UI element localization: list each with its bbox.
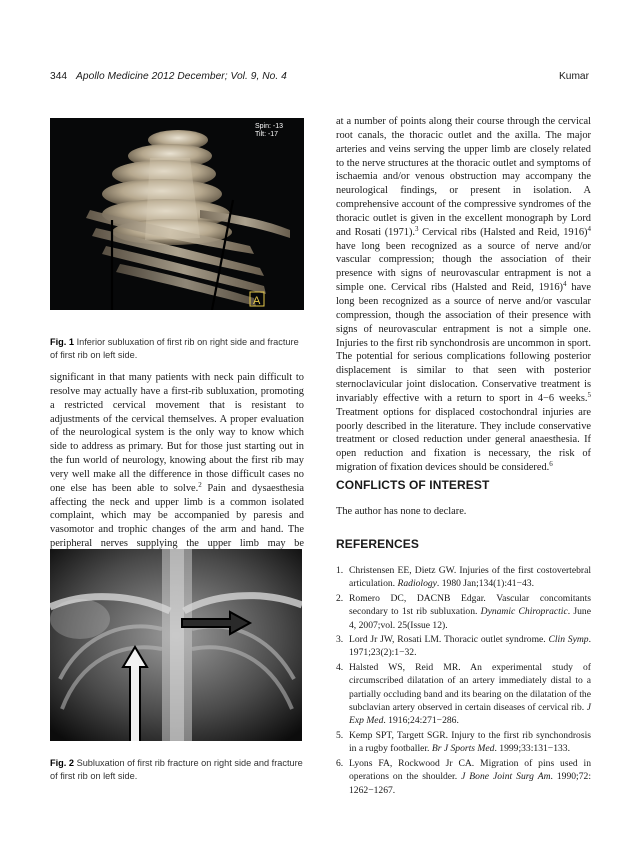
- reference-number: 2.: [336, 592, 344, 604]
- figure-2-caption: [50, 757, 305, 783]
- citation-4a: 4: [587, 224, 591, 233]
- reference-item: [336, 564, 591, 591]
- reference-details: . 1999;33:131−133.: [494, 743, 570, 755]
- reference-number: 3.: [336, 634, 344, 646]
- reference-details: . June 4, 2007;vol. 25(Issue 12).: [349, 606, 591, 631]
- reference-details: . 1980 Jan;134(1):41−43.: [436, 578, 534, 590]
- figure-1-image: [50, 118, 304, 310]
- reference-journal: J Bone Joint Surg Am: [461, 771, 551, 783]
- conflicts-heading: CONFLICTS OF INTEREST: [336, 478, 490, 492]
- reference-details: . 1971;23(2):1−32.: [349, 634, 591, 659]
- reference-list: [336, 564, 591, 798]
- right-column-body: [336, 115, 591, 475]
- figure-2-graphic: [50, 549, 302, 741]
- running-header-left: [50, 71, 287, 82]
- reference-text: Kemp SPT, Targett SGR. Injury to the first rib synchondrosis in a rugby footballer.: [349, 729, 591, 755]
- right-text-3: have long been recognized as a source of nerve and/or vascular compression; though the association of their presence with signs of neurovascular entrapment is not a simple one. Cervical ribs (Halsted and Reid, 1916): [336, 240, 591, 294]
- reference-journal: Br J Sports Med: [431, 743, 495, 755]
- reference-item: [336, 757, 591, 797]
- reference-number: 1.: [336, 565, 344, 576]
- left-column-body: [50, 371, 304, 565]
- left-paragraph-2: Pain and dysaesthesia affecting the neck and upper limb is a common isolated complaint, which may be accompanied by paresis and vasomotor and trophic changes of the arm and hand. The peripheral nerves supplying the upper limb may be: [50, 482, 304, 550]
- reference-item: [336, 661, 591, 728]
- reference-journal: J Exp Med: [349, 702, 591, 727]
- reference-text: Lyons FA, Rockwood Jr CA. Migration of pins used in operations on the shoulder.: [349, 757, 591, 783]
- reference-item: [336, 729, 591, 756]
- figure-1-caption: [50, 336, 305, 362]
- reference-journal: Clin Symp: [548, 634, 589, 646]
- reference-number: 6.: [336, 757, 344, 769]
- figure-1-spin-label: Spin: -13: [255, 123, 284, 130]
- citation-4b: 4: [562, 280, 567, 289]
- figure-2-caption-label: Fig. 2: [50, 758, 74, 768]
- reference-text: Lord Jr JW, Rosati LM. Thoracic outlet syndrome.: [349, 634, 549, 646]
- right-text-5: Treatment options for displaced costochondral injuries are poorly described in the literature. They include conservative treatment or closed reduction under general anaesthesia. If open reduction and fixation is necessary, the risk of migration of fixation devices should be considered.: [336, 406, 591, 474]
- reference-number: 4.: [336, 661, 344, 673]
- right-text-4: have long been recognized as a source of nerve and/or vascular compression, though the association of their presence with signs of neurovascular entrapment is not a simple one. Injuries to the first rib synchondrosis are uncommon in sport. The potential for serious complications following posterior displacement is similar to that seen with posterior sternoclavicular joint dislocation. Conservative treatment is invariably effective with a return to sport in 4−6 weeks.: [336, 282, 591, 404]
- citation-3: 3: [415, 224, 419, 233]
- conflicts-text: The author has none to declare.: [336, 506, 467, 517]
- right-text-1: at a number of points along their course through the cervical root canals, the thoracic outlet and the axilla. The major arteries and veins serving the upper limb are closely related to the nerve structures at the thoracic outlet and symptoms of ischaemia and/or venous obstruction may accompany the neurological findings, or present in isolation. A comprehensive account of the compressive syndromes of the thoracic outlet is given in the excellent monograph by Lord and Rosati (1971).: [336, 116, 591, 238]
- running-header-author: Kumar: [558, 71, 589, 82]
- figure-2-image: [50, 549, 302, 741]
- figure-1-caption-label: Fig. 1: [50, 337, 74, 347]
- reference-item: [336, 592, 591, 632]
- reference-item: [336, 633, 591, 660]
- reference-journal: Radiology: [397, 578, 437, 590]
- reference-details: . 1990;72: 1262−1267.: [349, 771, 591, 796]
- right-text-2: Cervical ribs (Halsted and Reid, 1916): [418, 226, 588, 238]
- reference-number: 5.: [336, 729, 344, 741]
- reference-details: . 1916;24:271−286.: [383, 715, 459, 727]
- citation-2: 2: [198, 480, 202, 489]
- reference-text: Halsted WS, Reid MR. An experimental study of circumscribed dilatation of an artery immediately distal to a partially occluding band and its bearing on the dilatation of the subclavian artery observed in certain diseases of cervical rib.: [349, 661, 591, 714]
- figure-1-tilt-label: Tilt: -17: [255, 131, 279, 138]
- left-paragraph-1: significant in that many patients with neck pain difficult to resolve may actually have a first-rib subluxation, promoting a restricted cervical movement that is resistant to adjustments of the cervical themselves. A proper evaluation of the neurological system is the only way to know which side to address as primary. But for those just starting out in the fun world of neurology, knowing about the first rib may very well make all the difference in those difficult cases no one else has been able to solve.: [50, 372, 304, 494]
- reference-text: Christensen EE, Dietz GW. Injuries of the first costovertebral articulation.: [349, 565, 591, 590]
- references-heading: REFERENCES: [336, 537, 420, 551]
- figure-1-caption-text: Inferior subluxation of first rib on right side and fracture of first rib on left side.: [50, 337, 299, 360]
- figure-2-caption-text: Subluxation of first rib fracture on right side and fracture of first rib on left side.: [50, 758, 303, 781]
- citation-6: 6: [549, 460, 553, 469]
- reference-journal: Dynamic Chiropractic: [480, 606, 568, 618]
- citation-5: 5: [587, 390, 591, 399]
- figure-1-graphic: [50, 118, 304, 310]
- figure-1-marker-label: A: [253, 295, 261, 307]
- page-number: 344: [50, 71, 68, 82]
- reference-text: Romero DC, DACNB Edgar. Vascular concomitants secondary to 1st rib subluxation.: [349, 592, 591, 618]
- journal-citation: Apollo Medicine 2012 December; Vol. 9, No. 4: [76, 71, 287, 82]
